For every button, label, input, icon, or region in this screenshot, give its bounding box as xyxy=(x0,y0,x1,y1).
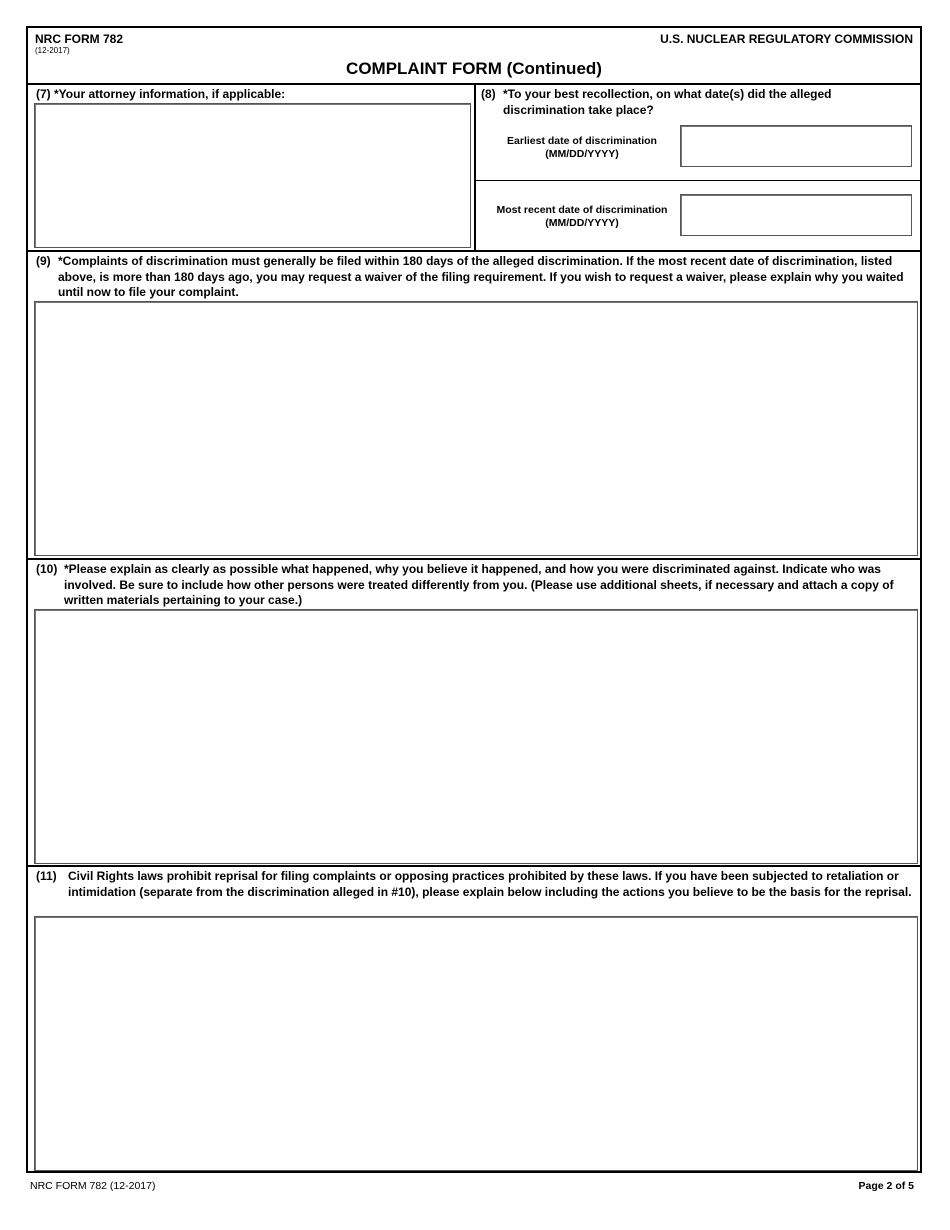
q10-question xyxy=(36,562,916,609)
form-number: NRC FORM 782 xyxy=(35,32,124,46)
waiver-explanation-field[interactable] xyxy=(34,301,918,556)
page-number: Page 2 of 5 xyxy=(858,1180,914,1192)
q7-question xyxy=(36,87,466,103)
earliest-date-format: (MM/DD/YYYY) xyxy=(545,148,619,160)
q8-number: (8) xyxy=(481,87,496,101)
discrimination-explanation-field[interactable] xyxy=(34,609,918,864)
recent-date-field[interactable] xyxy=(680,194,912,236)
q11-question xyxy=(36,869,916,900)
q8-question xyxy=(481,87,901,118)
agency-name: U.S. NUCLEAR REGULATORY COMMISSION xyxy=(660,32,913,46)
recent-date-label-text: Most recent date of discrimination xyxy=(496,204,668,216)
complaint-form xyxy=(26,26,922,1173)
q7-q8-divider xyxy=(474,83,476,250)
attorney-info-field[interactable] xyxy=(34,103,471,248)
earliest-date-label-text: Earliest date of discrimination xyxy=(507,135,657,147)
q8-inner-divider xyxy=(476,180,920,181)
q10-text: *Please explain as clearly as possible what happened, why you believe it happened, and how you were discriminated against. Indicate who was involved. Be sure to include how other persons were treated differently from you. (Please use additional sheets, if necessary and attach a copy of written materials pertaining to your case.) xyxy=(64,562,894,607)
recent-date-format: (MM/DD/YYYY) xyxy=(545,217,619,229)
page-title: COMPLAINT FORM (Continued) xyxy=(346,59,602,78)
footer-form-id: NRC FORM 782 (12-2017) xyxy=(30,1180,156,1192)
earliest-date-label xyxy=(482,135,682,161)
form-date: (12-2017) xyxy=(35,46,70,55)
reprisal-explanation-field[interactable] xyxy=(34,916,918,1171)
section-divider-10 xyxy=(28,558,920,560)
q7-text: *Your attorney information, if applicable: xyxy=(54,87,286,101)
q7-number: (7) xyxy=(36,87,51,101)
q10-number: (10) xyxy=(36,562,58,576)
section-divider-11 xyxy=(28,865,920,867)
q11-number: (11) xyxy=(36,869,57,883)
recent-date-label xyxy=(482,204,682,230)
q8-text: *To your best recollection, on what date(s) did the alleged discrimination take place? xyxy=(503,87,832,117)
q9-text: *Complaints of discrimination must generally be filed within 180 days of the alleged discrimination. If the most recent date of discrimination, listed above, is more than 180 days ago, you may request a waiver of the filing requirement. If you wish to request a waiver, please explain why you waited until now to file your complaint. xyxy=(58,254,904,299)
q9-question xyxy=(36,254,906,301)
q9-number: (9) xyxy=(36,254,51,268)
section-divider-9 xyxy=(28,250,920,252)
q11-text: Civil Rights laws prohibit reprisal for filing complaints or opposing practices prohibited by these laws. If you have been subjected to retaliation or intimidation (separate from the discrimination alleged in #10), please explain below including the actions you believe to be the basis for the reprisal. xyxy=(68,869,912,899)
earliest-date-field[interactable] xyxy=(680,125,912,167)
